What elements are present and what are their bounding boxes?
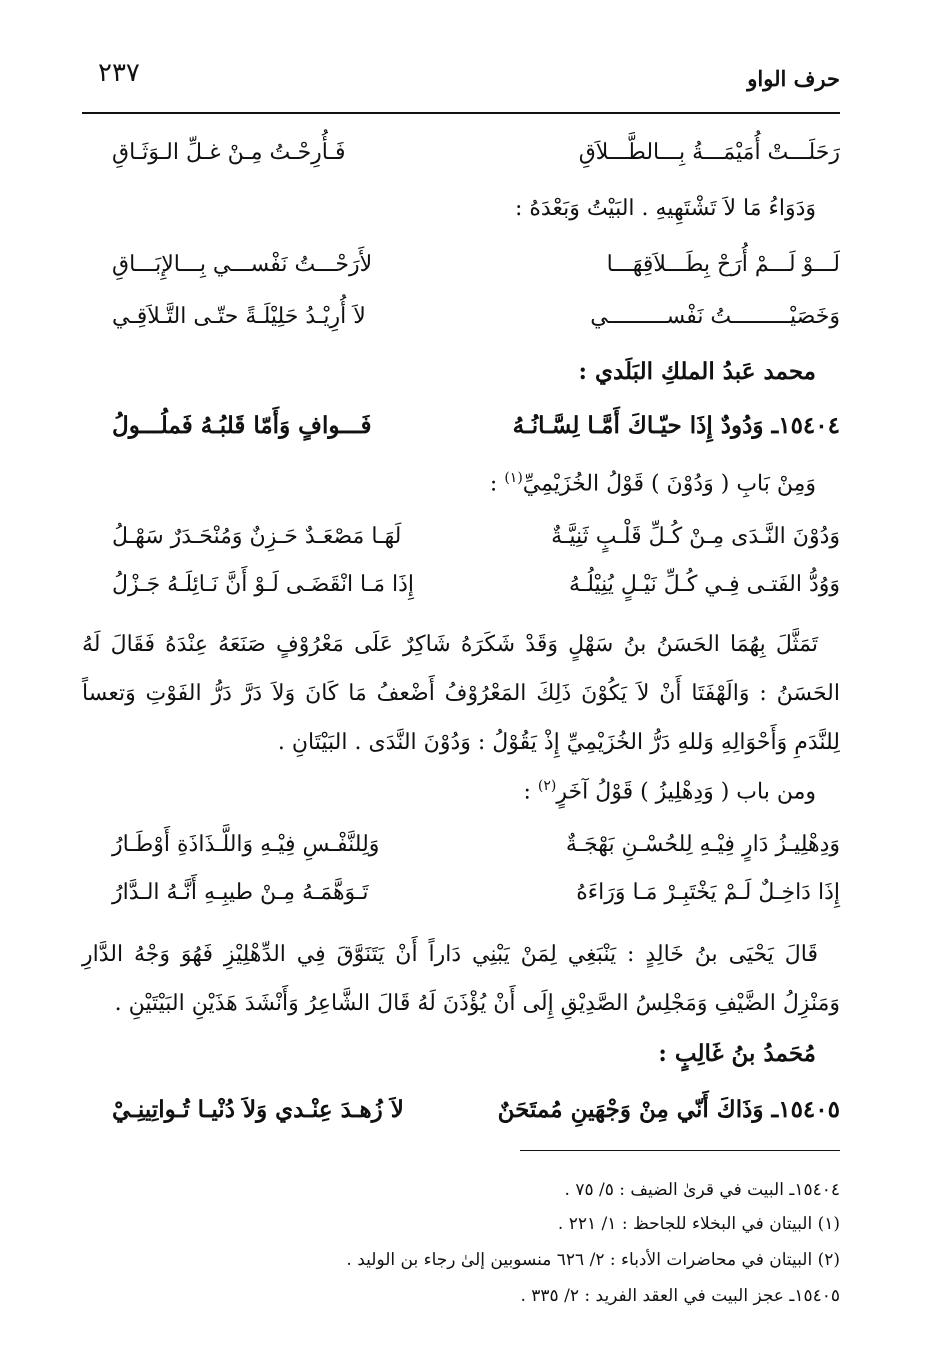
verse-1-first-hemistich: رَحَلَـــتْ أُمَيْمَـــةُ بِـــالطَّـــلاَقِ xyxy=(578,140,840,165)
header-rule xyxy=(82,112,840,114)
verse-7-second-hemistich: وَلِلنَّفْـسِ فِيْـهِ وَاللَّـذَاذَةِ أَوْطَـارُ xyxy=(112,832,380,857)
verse-5-first-hemistich: وَدُوْنَ النَّـدَى مِـنْ كُـلِّ قَلْـبٍ ثَنِيَّـةٌ xyxy=(551,524,840,549)
page-number: ٢٣٧ xyxy=(98,58,140,88)
footnote-ref-1: (١) xyxy=(504,470,523,486)
verse-6-first-hemistich: وَوُدُّ الفَتـى فِـي كُـلِّ نَيْـلٍ يُنِيْلُـهُ xyxy=(568,572,840,597)
verse-8-second-hemistich: تَـوَهَّمَـهُ مِـنْ طيبِـهِ أَنَّـهُ الـدَّارُ xyxy=(112,880,369,905)
footnote-15404: ١٥٤٠٤ـ البيت في قرىٰ الضيف : ٥/ ٧٥ . xyxy=(564,1180,840,1200)
verse-3-second-hemistich: لاَ أُرِيْـدُ حَلِيْلَـةً حتّـى التَّـلاَقِـي xyxy=(112,304,366,329)
footnote-2: (٢) البيتان في محاضرات الأدباء : ٢/ ٦٢٦ منسوبين إلىٰ رجاء بن الوليد . xyxy=(346,1250,840,1270)
verse-7-first-hemistich: وَدِهْلِيـزُ دَارٍ فِيْـهِ لِلحُسْـنِ بَهْجَـةٌ xyxy=(565,832,840,857)
verse-15405-second-hemistich: لاَ زُهـدَ عِنْـدي وَلاَ دُنْيـا تُـواتِينِـيْ xyxy=(112,1096,404,1123)
text-line-wamin-bab-2-main: ومن باب ( وَدِهْلِيزُ ) قَوْلُ آخَرٍ xyxy=(556,779,816,805)
verse-15405-first-hemistich: ١٥٤٠٥ـ وَذَاكَ أَنّي مِنْ وَجْهَينِ مُمتَحَنٌ xyxy=(497,1096,840,1123)
prose-paragraph-yahya: قَالَ يَحْيَى بنُ خَالِدٍ : يَنْبَغِي لِمَنْ يَبْنِي دَاراً أَنْ يَتَنَوَّقَ فِي الدِّهْلِيْزِ فَهُوَ وَجْهُ الدَّارِ وَمَنْزِلُ الضَّيْفِ وَمَجْلِسُ الصَّدِيْقِ إِلَى أَنْ يُؤْذَنَ لَهُ قَالَ الشَّاعِرُ وَأَنْشَدَ هَذَيْنِ البَيْتَيْنِ . xyxy=(82,942,840,1016)
text-line-wamin-bab-1-main: وَمِنْ بَابِ ( وَدُوْنَ ) قَوْلُ الخُزَيْمِيِّ xyxy=(522,471,816,497)
verse-5-second-hemistich: لَهَـا مَصْعَـدٌ حَـزِنٌ وَمُنْحَـدَرٌ سَهْـلُ xyxy=(112,524,402,549)
poet-heading-baladi: محمد عَبدُ الملكِ البَلَدي : xyxy=(578,358,816,385)
poet-heading-ghalib: مُحَمدُ بنُ غَالِبٍ : xyxy=(658,1040,816,1067)
verse-2-second-hemistich: لأَرَحْـــتُ نَفْســـي بِـــالإِبَـــاقِ xyxy=(112,252,373,277)
footnote-15405: ١٥٤٠٥ـ عجز البيت في العقد الفريد : ٢/ ٣٣٥ . xyxy=(520,1286,840,1306)
footnote-ref-2: (٢) xyxy=(537,778,557,794)
text-line-wamin-bab-1 xyxy=(490,470,816,496)
page-header xyxy=(80,58,840,98)
text-line-wadawa: وَدَوَاءُ مَا لاَ تَشْتَهِيهِ . البَيْتُ وَبَعْدَهُ : xyxy=(515,196,816,221)
verse-2-first-hemistich: لَـــوْ لَـــمْ أُرَحْ بِطَـــلاَقِهَـــا xyxy=(606,252,840,277)
verse-3-first-hemistich: وَخَصَيْـــــــــتُ نَفْســـــــــي xyxy=(590,304,840,329)
footnote-1: (١) البيتان في البخلاء للجاحظ : ١/ ٢٢١ . xyxy=(557,1214,840,1234)
verse-8-first-hemistich: إِذَا دَاخِـلٌ لَـمْ يَخْتَبِـرْ مَـا وَرَاءَهُ xyxy=(576,880,840,905)
verse-15404-second-hemistich: فَـــوافٍ وَأَمّا قَلبُـهُ فَملُـــولُ xyxy=(112,412,372,439)
footnote-rule xyxy=(520,1150,840,1151)
text-line-wamin-bab-2 xyxy=(524,778,817,804)
text-line-wamin-bab-2-colon: : xyxy=(523,779,538,805)
verse-1-second-hemistich: فَـأُرِحْـتُ مِـنْ غـلِّ الـوَثَـاقِ xyxy=(112,140,346,165)
verse-15404-first-hemistich: ١٥٤٠٤ـ وَدُودٌ إِذَا حيّـاكَ أَمَّـا لِسَّـانُـهُ xyxy=(512,412,840,439)
prose-paragraph-hasan: تَمَثَّلَ بِهُمَا الحَسَنُ بنُ سَهْلٍ وَقَدْ شَكَرَهُ شَاكِرٌ عَلَى مَعْرُوْفٍ صَنَعَهُ عِنْدَهُ فَقَالَ لَهُ الحَسَنُ : وَالَهْفَتَا أَنْ لاَ يَكُوْنَ ذَلِكَ المَعْرُوْفُ أَضْعفُ مَا كَانَ وَلاَ دَرَّ دَرُّ الفَوْتِ وَتعساً لِلنَّدَمِ وَأَحْوَالِهِ وَللهِ دَرُّ الخُزَيْمِيِّ إِذْ يَقُوْلُ : وَدُوْنَ النَّدَى . البَيْتَانِ . xyxy=(82,632,840,755)
text-line-wamin-bab-1-colon: : xyxy=(489,471,505,497)
chapter-title: حرف الواو xyxy=(747,66,840,91)
verse-6-second-hemistich: إِذَا مَـا انْقَضَـى لَـوْ أَنَّ نَـائِلَـهُ جَـزْلُ xyxy=(112,572,415,597)
